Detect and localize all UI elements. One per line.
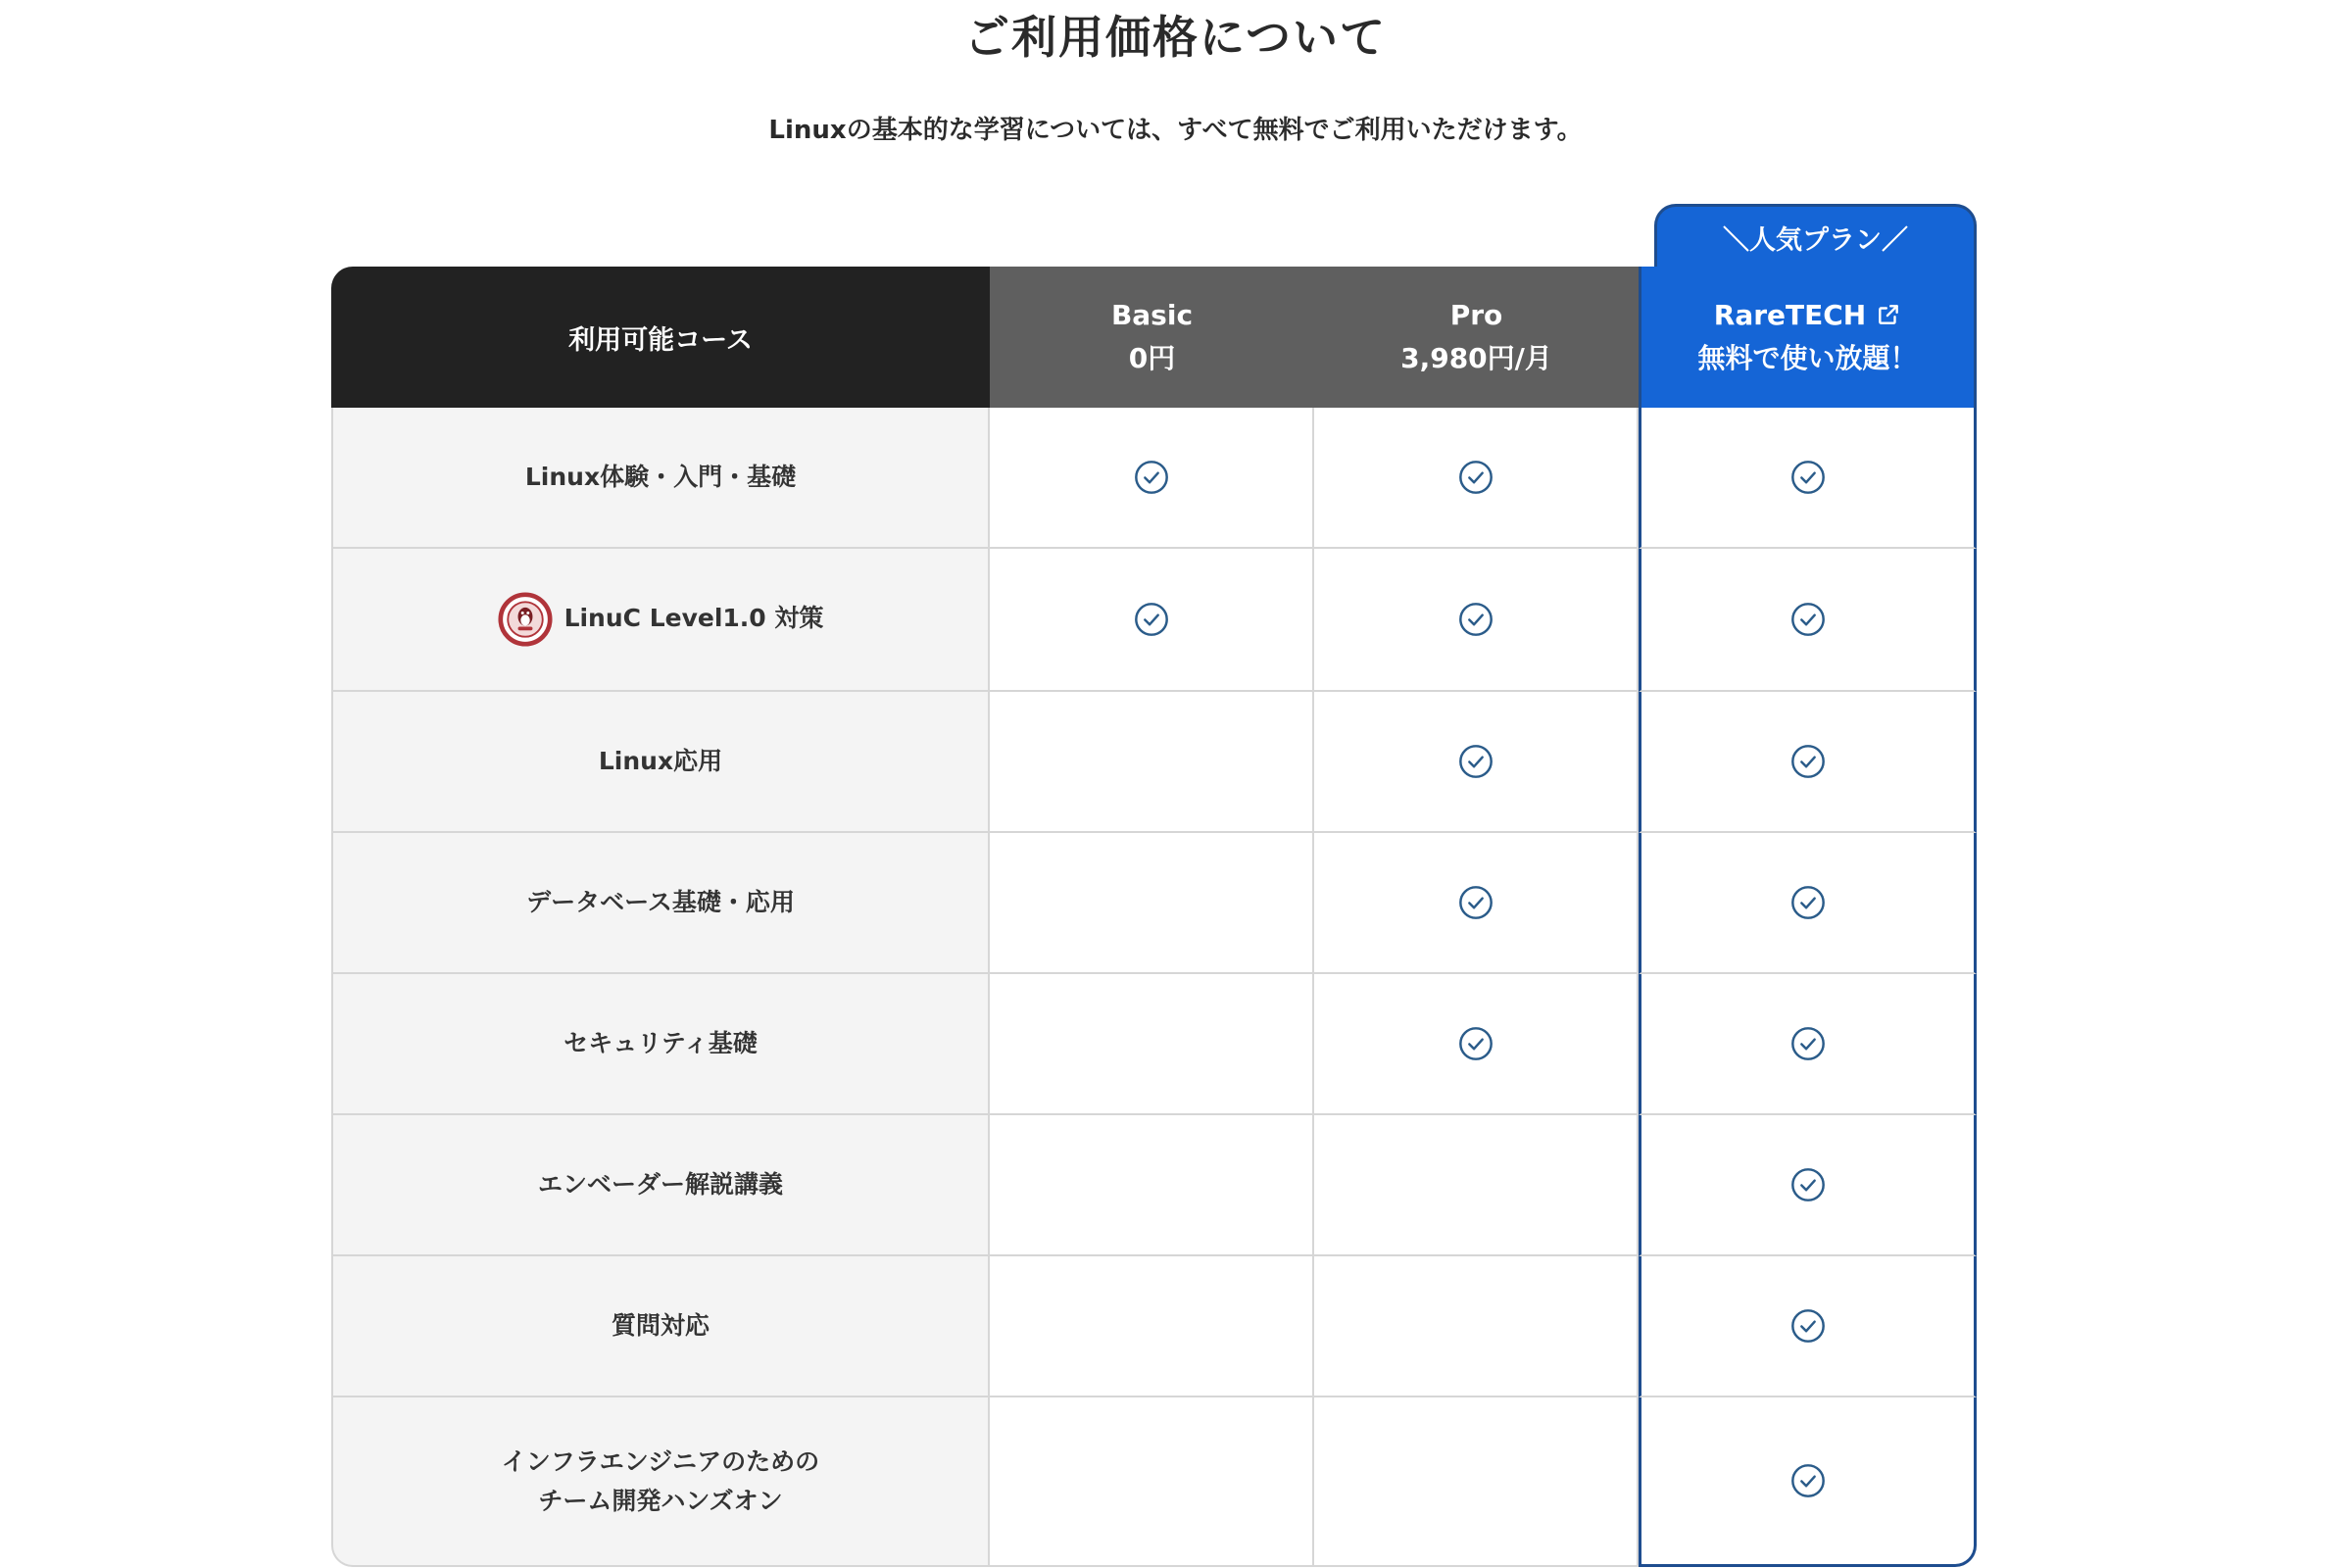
plan-name-pro: Pro — [1449, 299, 1503, 331]
column-header-pro — [1314, 267, 1639, 408]
availability-cell-pro — [1314, 549, 1639, 692]
availability-cell-basic — [990, 1115, 1314, 1256]
availability-cell-pro — [1314, 692, 1639, 833]
availability-cell-basic — [990, 549, 1314, 692]
column-header-basic — [990, 267, 1314, 408]
availability-cell-pro — [1314, 974, 1639, 1115]
availability-cell-raretech — [1639, 974, 1977, 1115]
table-row — [331, 974, 1977, 1115]
check-circle-icon — [1789, 1307, 1827, 1345]
course-name-cell — [331, 549, 990, 692]
course-name: チーム開発ハンズオン — [538, 1486, 783, 1515]
availability-cell-raretech — [1639, 408, 1977, 549]
availability-cell-raretech — [1639, 692, 1977, 833]
course-name-cell — [331, 1115, 990, 1256]
table-row — [331, 1256, 1977, 1397]
course-name-cell — [331, 833, 990, 974]
pricing-table — [331, 267, 1977, 1567]
external-link-icon[interactable] — [1876, 302, 1901, 327]
course-name-cell — [331, 408, 990, 549]
plan-price-raretech: 無料で使い放題！ — [1697, 342, 1918, 374]
availability-cell-raretech — [1639, 549, 1977, 692]
course-name: Linux応用 — [598, 747, 723, 775]
check-circle-icon — [1457, 884, 1494, 921]
plan-name-raretech[interactable]: RareTECH — [1713, 299, 1867, 331]
availability-cell-pro — [1314, 1397, 1639, 1567]
popular-plan-badge: ＼人気プラン／ — [1654, 204, 1977, 269]
check-circle-icon — [1133, 459, 1170, 496]
course-name: Linux体験・入門・基礎 — [524, 463, 797, 491]
check-circle-icon — [1457, 743, 1494, 780]
course-name: LinuC Level1.0 対策 — [563, 604, 824, 632]
check-circle-icon — [1457, 601, 1494, 638]
table-row — [331, 1397, 1977, 1567]
course-name-cell — [331, 692, 990, 833]
check-circle-icon — [1789, 1025, 1827, 1062]
plan-price-basic: 0円 — [1128, 342, 1176, 374]
availability-cell-raretech — [1639, 833, 1977, 974]
plan-name-basic: Basic — [1110, 299, 1194, 331]
availability-cell-pro — [1314, 408, 1639, 549]
availability-cell-pro — [1314, 1115, 1639, 1256]
course-name-cell — [331, 974, 990, 1115]
course-name: エンベーダー解説講義 — [537, 1170, 783, 1199]
course-name-cell — [331, 1397, 990, 1567]
column-header-course: 利用可能コース — [331, 267, 990, 408]
availability-cell-basic — [990, 408, 1314, 549]
availability-cell-pro — [1314, 1256, 1639, 1397]
linuc-logo — [498, 592, 553, 647]
availability-cell-pro — [1314, 833, 1639, 974]
availability-cell-basic — [990, 1397, 1314, 1567]
availability-cell-basic — [990, 1256, 1314, 1397]
check-circle-icon — [1133, 601, 1170, 638]
availability-cell-raretech — [1639, 1115, 1977, 1256]
course-name: インフラエンジニアのための — [501, 1446, 820, 1476]
page-subtitle: Linuxの基本的な学習については、すべて無料でご利用いただけます。 — [768, 116, 1583, 145]
table-row — [331, 549, 1977, 692]
check-circle-icon — [1789, 884, 1827, 921]
course-name: セキュリティ基礎 — [563, 1029, 758, 1057]
availability-cell-basic — [990, 833, 1314, 974]
availability-cell-basic — [990, 692, 1314, 833]
check-circle-icon — [1789, 1462, 1827, 1499]
page-title: ご利用価格について — [963, 11, 1388, 64]
table-row — [331, 1115, 1977, 1256]
table-body — [331, 408, 1977, 1567]
course-name: 質問対応 — [611, 1311, 710, 1340]
course-name-cell — [331, 1256, 990, 1397]
plan-price-pro: 3,980円/月 — [1400, 342, 1552, 374]
availability-cell-raretech — [1639, 1256, 1977, 1397]
table-row — [331, 692, 1977, 833]
column-header-raretech — [1639, 267, 1977, 408]
availability-cell-basic — [990, 974, 1314, 1115]
check-circle-icon — [1789, 743, 1827, 780]
table-row — [331, 833, 1977, 974]
check-circle-icon — [1789, 459, 1827, 496]
check-circle-icon — [1457, 1025, 1494, 1062]
check-circle-icon — [1789, 1166, 1827, 1203]
availability-cell-raretech — [1639, 1397, 1977, 1567]
raretech-link[interactable] — [1641, 294, 1974, 337]
check-circle-icon — [1457, 459, 1494, 496]
check-circle-icon — [1789, 601, 1827, 638]
table-row — [331, 408, 1977, 549]
table-header-row — [331, 267, 1977, 408]
course-name: データベース基礎・応用 — [526, 888, 795, 916]
